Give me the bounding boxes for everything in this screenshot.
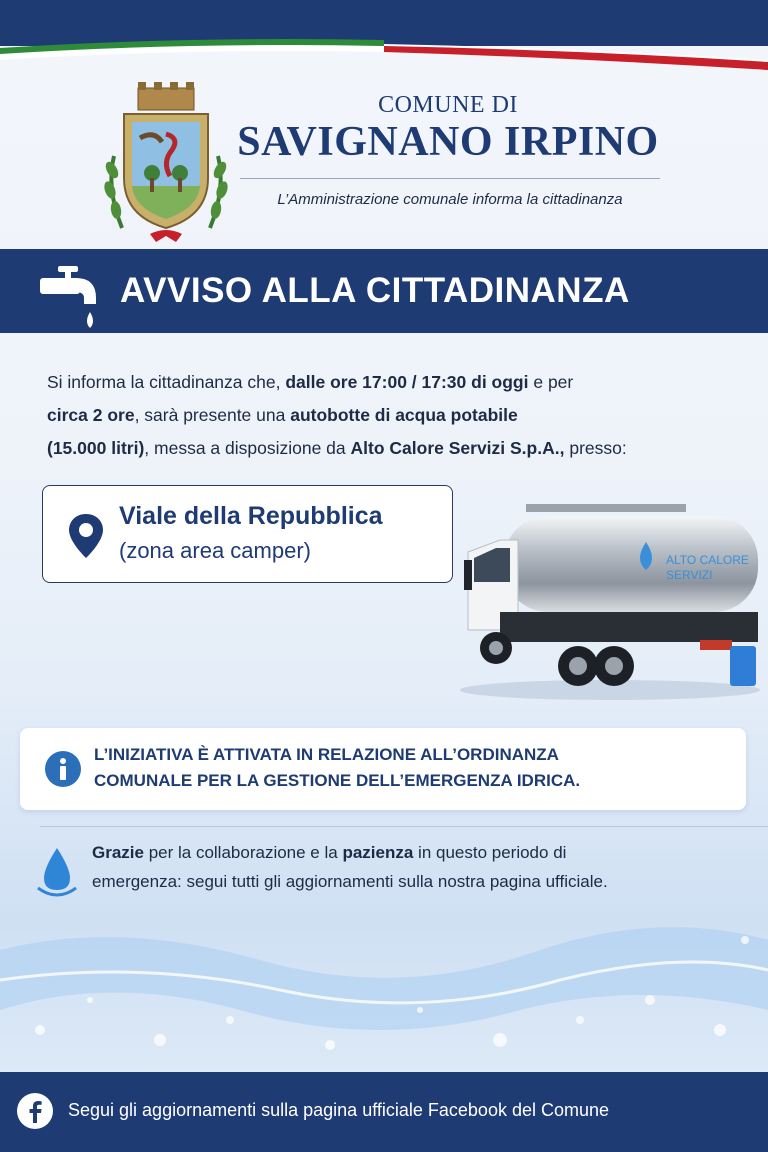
tricolor-ribbon [0,38,768,72]
intro-paragraph [47,366,737,465]
water-splash-decoration [0,880,768,1080]
thanks-text: per la collaborazione e la [143,843,343,862]
intro-text: e per [528,372,574,392]
thanks-bold: Grazie [92,843,144,862]
tank-brand-line1: ALTO CALORE [666,553,749,567]
intro-time: dalle ore 17:00 / 17:30 di oggi [285,372,529,392]
intro-text: , sarà presente una [134,405,291,425]
header [0,70,768,250]
intro-volume: (15.000 litri) [47,438,145,458]
header-divider [240,178,660,179]
facebook-icon[interactable] [16,1092,54,1130]
water-tap-icon [38,264,100,336]
ordinance-line1: L’INIZIATIVA È ATTIVATA IN RELAZIONE ALL’ORDINANZA [94,745,559,764]
ordinance-notice [20,728,746,810]
thanks-bold: pazienza [342,843,414,862]
thanks-text: emergenza: segui tutti gli aggiornamenti sulla nostra pagina ufficiale. [92,872,608,891]
footer-facebook-link[interactable]: Segui gli aggiornamenti sulla pagina ufficiale Facebook del Comune [68,1100,610,1120]
thanks-text: in questo periodo di [413,843,567,862]
intro-duration: circa 2 ore [47,405,135,425]
intro-text: Si informa la cittadinanza che, [47,372,286,392]
intro-tanker: autobotte di acqua potabile [290,405,518,425]
comune-di-label: COMUNE DI [378,92,518,118]
coat-of-arms-icon [100,78,232,248]
town-name: SAVIGNANO IRPINO [237,119,659,165]
map-pin-icon [67,512,105,560]
intro-text: , messa a disposizione da [144,438,351,458]
ordinance-line2: COMUNALE PER LA GESTIONE DELL’EMERGENZA IDRICA. [94,771,581,790]
location-name: Viale della Repubblica [119,502,383,530]
intro-provider: Alto Calore Servizi S.p.A., [350,438,565,458]
info-icon [44,750,82,788]
intro-text: presso: [564,438,627,458]
banner-title: AVVISO ALLA CITTADINANZA [120,271,630,310]
location-detail: (zona area camper) [119,538,311,563]
tank-brand-line2: SERVIZI [666,568,713,582]
location-box [42,485,453,583]
tanker-truck-image [460,490,765,705]
ordinance-text [94,742,734,794]
section-divider [40,826,768,827]
header-tagline: L’Amministrazione comunale informa la cittadinanza [277,191,623,208]
